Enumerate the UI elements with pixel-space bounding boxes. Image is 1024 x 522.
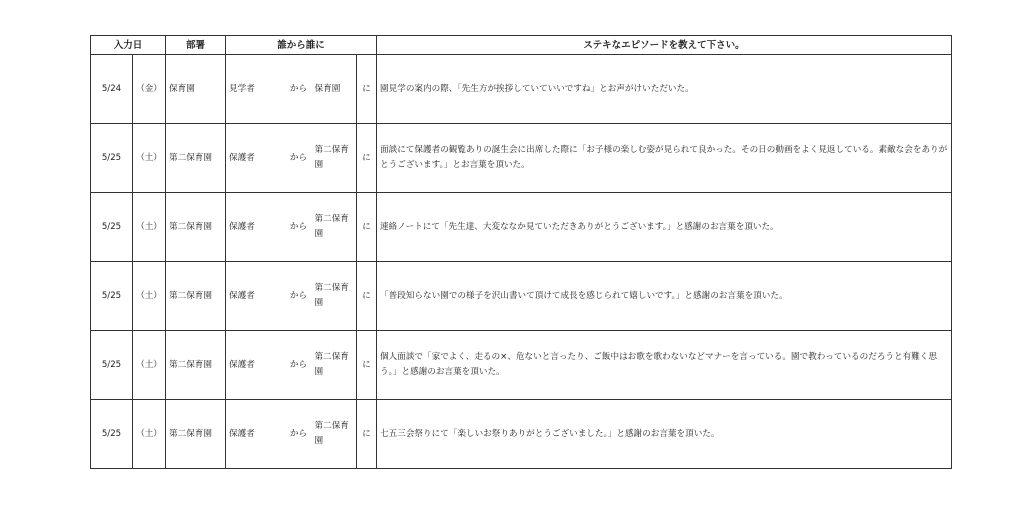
cell-kara[interactable]: から bbox=[286, 400, 312, 469]
header-episode: ステキなエピソードを教えて下さい。 bbox=[377, 36, 952, 55]
cell-from[interactable]: 保護者 bbox=[226, 331, 286, 400]
table-row bbox=[91, 400, 952, 469]
cell-kara[interactable]: から bbox=[286, 193, 312, 262]
cell-dept[interactable]: 第二保育園 bbox=[166, 400, 226, 469]
header-dept: 部署 bbox=[166, 36, 226, 55]
cell-date[interactable]: 5/24 bbox=[91, 55, 133, 124]
cell-to[interactable]: 第二保育園 bbox=[312, 193, 357, 262]
cell-kara[interactable]: から bbox=[286, 124, 312, 193]
cell-kara[interactable]: から bbox=[286, 262, 312, 331]
table-row bbox=[91, 55, 952, 124]
cell-kara[interactable]: から bbox=[286, 331, 312, 400]
cell-day-of-week[interactable]: （土） bbox=[133, 193, 166, 262]
cell-date[interactable]: 5/25 bbox=[91, 331, 133, 400]
episode-table bbox=[90, 35, 952, 469]
table-row bbox=[91, 124, 952, 193]
cell-day-of-week[interactable]: （土） bbox=[133, 331, 166, 400]
cell-episode[interactable]: 園見学の案内の際、「先生方が挨拶していていいですね」とお声がけいただいた。 bbox=[377, 55, 952, 124]
cell-to[interactable]: 第二保育園 bbox=[312, 400, 357, 469]
cell-day-of-week[interactable]: （土） bbox=[133, 124, 166, 193]
cell-to[interactable]: 保育園 bbox=[312, 55, 357, 124]
table-row bbox=[91, 193, 952, 262]
cell-dept[interactable]: 第二保育園 bbox=[166, 262, 226, 331]
table-row bbox=[91, 262, 952, 331]
cell-from[interactable]: 保護者 bbox=[226, 262, 286, 331]
cell-ni[interactable]: に bbox=[357, 193, 377, 262]
header-date: 入力日 bbox=[91, 36, 166, 55]
cell-to[interactable]: 第二保育園 bbox=[312, 262, 357, 331]
header-from-to: 誰から誰に bbox=[226, 36, 377, 55]
cell-episode[interactable]: 連絡ノートにて「先生達、大変ななか見ていただきありがとうございます。」と感謝のお言葉を頂いた。 bbox=[377, 193, 952, 262]
cell-dept[interactable]: 第二保育園 bbox=[166, 124, 226, 193]
cell-date[interactable]: 5/25 bbox=[91, 124, 133, 193]
cell-from[interactable]: 保護者 bbox=[226, 400, 286, 469]
cell-kara[interactable]: から bbox=[286, 55, 312, 124]
cell-date[interactable]: 5/25 bbox=[91, 193, 133, 262]
cell-from[interactable]: 保護者 bbox=[226, 193, 286, 262]
cell-ni[interactable]: に bbox=[357, 262, 377, 331]
cell-from[interactable]: 保護者 bbox=[226, 124, 286, 193]
cell-episode[interactable]: 「普段知らない園での様子を沢山書いて頂けて成長を感じられて嬉しいです。」と感謝のお言葉を頂いた。 bbox=[377, 262, 952, 331]
cell-date[interactable]: 5/25 bbox=[91, 400, 133, 469]
cell-dept[interactable]: 第二保育園 bbox=[166, 193, 226, 262]
cell-to[interactable]: 第二保育園 bbox=[312, 124, 357, 193]
cell-episode[interactable]: 面談にて保護者の観覧ありの誕生会に出席した際に「お子様の楽しむ姿が見られて良かった。その日の動画をよく見返している。素敵な会をありがとうございます。」とお言葉を頂いた。 bbox=[377, 124, 952, 193]
cell-dept[interactable]: 保育園 bbox=[166, 55, 226, 124]
cell-day-of-week[interactable]: （金） bbox=[133, 55, 166, 124]
cell-day-of-week[interactable]: （土） bbox=[133, 262, 166, 331]
cell-day-of-week[interactable]: （土） bbox=[133, 400, 166, 469]
cell-to[interactable]: 第二保育園 bbox=[312, 331, 357, 400]
cell-from[interactable]: 見学者 bbox=[226, 55, 286, 124]
table-row bbox=[91, 331, 952, 400]
cell-ni[interactable]: に bbox=[357, 331, 377, 400]
cell-ni[interactable]: に bbox=[357, 400, 377, 469]
header-row bbox=[91, 36, 952, 55]
cell-episode[interactable]: 個人面談で「家でよく、走るの×、危ないと言ったり、ご飯中はお歌を歌わないなどマナーを言っている。園で教わっているのだろうと有難く思う。」と感謝のお言葉を頂いた。 bbox=[377, 331, 952, 400]
cell-episode[interactable]: 七五三会祭りにて「楽しいお祭りありがとうございました。」と感謝のお言葉を頂いた。 bbox=[377, 400, 952, 469]
cell-date[interactable]: 5/25 bbox=[91, 262, 133, 331]
cell-ni[interactable]: に bbox=[357, 55, 377, 124]
cell-dept[interactable]: 第二保育園 bbox=[166, 331, 226, 400]
cell-ni[interactable]: に bbox=[357, 124, 377, 193]
